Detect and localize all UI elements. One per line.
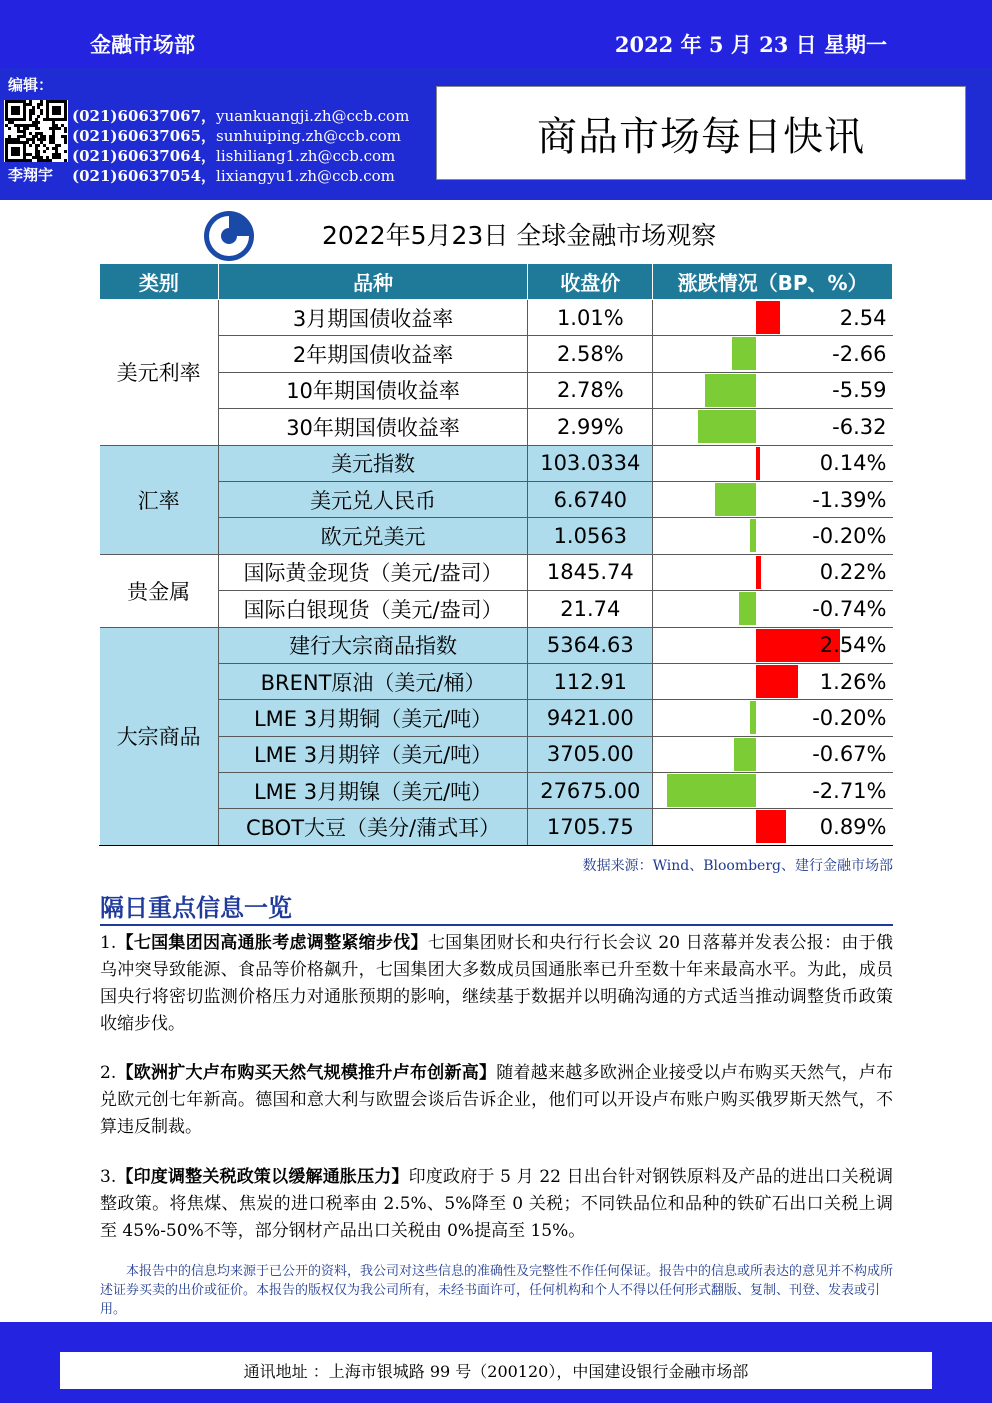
product-cell: CBOT大豆（美分/蒲式耳）	[218, 809, 528, 845]
change-value: 1.26%	[819, 669, 887, 694]
product-cell: 美元兑人民币	[218, 481, 528, 517]
contact-list	[72, 106, 409, 186]
change-cell	[653, 773, 893, 809]
close-price-cell: 2.78%	[528, 372, 653, 408]
category-cell: 美元利率	[100, 300, 219, 446]
change-value: -0.67%	[812, 742, 887, 767]
table-row	[100, 481, 893, 517]
change-bar-up	[756, 665, 798, 698]
table-row	[100, 773, 893, 809]
qr-module	[40, 112, 43, 115]
product-cell: LME 3月期镍（美元/吨）	[218, 773, 528, 809]
department-label: 金融市场部	[90, 32, 195, 57]
close-price-cell: 27675.00	[528, 773, 653, 809]
product-cell: 欧元兑美元	[218, 518, 528, 554]
close-price-cell: 3705.00	[528, 736, 653, 772]
change-cell	[653, 554, 893, 590]
category-cell: 贵金属	[100, 554, 219, 627]
news-body: 随着越来越多欧洲企业接受以卢布购买天然气，卢布兑欧元创七年新高。德国和意大利与欧盟会谈后告诉企业，他们可以开设卢布账户购买俄罗斯天然气，不算违反制裁。	[100, 1063, 894, 1137]
qr-module	[37, 121, 40, 124]
change-value: -2.71%	[812, 778, 887, 803]
product-cell: 国际白银现货（美元/盎司）	[218, 591, 528, 627]
change-bar-down	[732, 337, 756, 370]
change-cell	[653, 300, 893, 336]
disclaimer: 本报告中的信息均来源于已公开的资料，我公司对这些信息的准确性及完整性不作任何保证。报告中的信息或所表达的意见并不构成所述证券买卖的出价或征价。本报告的版权仅为我公司所有，未经书面许可，任何机构和个人不得以任何形式翻版、复制、刊登、发表或引用。	[100, 1264, 894, 1317]
change-value: 0.14%	[819, 451, 887, 476]
report-title-box	[436, 86, 966, 180]
news-item	[100, 1164, 893, 1245]
close-price-cell: 5364.63	[528, 627, 653, 663]
editor-label: 编辑：	[8, 76, 54, 94]
change-bar-down	[750, 701, 757, 734]
product-cell: 建行大宗商品指数	[218, 627, 528, 663]
change-bar-down	[715, 483, 757, 516]
table-row	[100, 409, 893, 445]
change-value: 0.22%	[819, 560, 887, 585]
contact-line: (021)60637067，yuankuangji.zh@ccb.com	[72, 107, 410, 125]
table-row	[100, 700, 893, 736]
contact-line: (021)60637054，lixiangyu1.zh@ccb.com	[72, 167, 395, 185]
footer-box	[60, 1352, 932, 1389]
qr-module	[43, 138, 46, 141]
change-bar-down	[667, 774, 756, 807]
table-row	[100, 663, 893, 699]
change-bar-down	[705, 374, 756, 407]
qr-module	[58, 156, 61, 159]
table-row	[100, 336, 893, 372]
close-price-cell: 112.91	[528, 663, 653, 699]
qr-module	[64, 130, 67, 133]
change-value: -2.66	[832, 342, 887, 367]
qr-module	[49, 159, 52, 162]
market-table	[99, 263, 893, 846]
qr-module	[43, 150, 46, 153]
table-row	[100, 445, 893, 481]
news-section-title: 隔日重点信息一览	[100, 894, 292, 922]
change-bar-up	[756, 447, 760, 480]
contact-line: (021)60637064，lishiliang1.zh@ccb.com	[72, 147, 396, 165]
editor-name: 李翔宇	[8, 166, 54, 184]
table-row	[100, 554, 893, 590]
product-cell: 3月期国债收益率	[218, 300, 528, 336]
change-bar-up	[756, 810, 785, 843]
change-cell	[653, 409, 893, 445]
table-bottom-rule	[99, 845, 893, 846]
close-price-cell: 1.0563	[528, 518, 653, 554]
change-cell	[653, 591, 893, 627]
news-number: 3.	[100, 1167, 117, 1187]
close-price-cell: 1845.74	[528, 554, 653, 590]
close-price-cell: 103.0334	[528, 445, 653, 481]
table-header-row	[100, 264, 893, 300]
close-price-cell: 2.99%	[528, 409, 653, 445]
change-cell	[653, 372, 893, 408]
qr-module	[58, 112, 61, 115]
product-cell: LME 3月期铜（美元/吨）	[218, 700, 528, 736]
qr-module	[58, 127, 61, 130]
news-number: 1.	[100, 933, 117, 953]
qr-module	[40, 103, 43, 106]
product-cell: 国际黄金现货（美元/盎司）	[218, 554, 528, 590]
change-bar-down	[698, 410, 756, 443]
table-row	[100, 627, 893, 663]
product-cell: LME 3月期锌（美元/吨）	[218, 736, 528, 772]
qr-module	[37, 115, 40, 118]
qr-module	[29, 159, 32, 162]
change-bar-down	[739, 592, 756, 625]
change-cell	[653, 627, 893, 663]
qr-module	[17, 153, 20, 156]
qr-module	[64, 141, 67, 144]
change-cell	[653, 445, 893, 481]
qr-module	[64, 159, 67, 162]
change-cell	[653, 700, 893, 736]
news-headline: 【七国集团因高通胀考虑调整紧缩步伐】	[116, 933, 428, 953]
product-cell: 美元指数	[218, 445, 528, 481]
column-header: 收盘价	[528, 264, 653, 300]
qr-module	[46, 147, 49, 150]
change-bar-up	[756, 301, 779, 334]
close-price-cell: 21.74	[528, 591, 653, 627]
news-item	[100, 1060, 893, 1141]
change-cell	[653, 518, 893, 554]
category-cell: 大宗商品	[100, 627, 219, 845]
product-cell: 2年期国债收益率	[218, 336, 528, 372]
table-row	[100, 591, 893, 627]
category-cell: 汇率	[100, 445, 219, 554]
change-cell	[653, 336, 893, 372]
change-value: -6.32	[832, 414, 887, 439]
change-value: 2.54	[839, 305, 887, 330]
news-divider	[100, 924, 893, 926]
table-row	[100, 300, 893, 336]
news-headline: 【印度调整关税政策以缓解通胀压力】	[116, 1167, 409, 1187]
column-header: 品种	[218, 264, 528, 300]
news-body: 印度政府于 5 月 22 日出台针对钢铁原料及产品的进出口关税调整政策。将焦煤、焦炭的进口税率由 2.5%、5%降至 0 关税；不同铁品位和品种的铁矿石出口关税上调至 45%-50%不等，部分钢材产品出口关税由 0%提高至 15%。	[100, 1167, 894, 1241]
change-bar-down	[734, 738, 756, 771]
table-row	[100, 736, 893, 772]
market-title: 2022年5月23日 全球金融市场观察	[322, 221, 717, 250]
email-link[interactable]: sunhuiping.zh@ccb.com	[216, 127, 401, 145]
qr-module	[37, 144, 40, 147]
report-date: 2022 年 5 月 23 日 星期一	[614, 32, 887, 57]
footer-address: 通讯地址 ：上海市银城路 99 号（200120），中国建设银行金融市场部	[243, 1362, 749, 1381]
close-price-cell: 1.01%	[528, 300, 653, 336]
qr-module	[23, 118, 26, 121]
email-link[interactable]: lishiliang1.zh@ccb.com	[216, 147, 396, 165]
table-row	[100, 809, 893, 845]
close-price-cell: 6.6740	[528, 481, 653, 517]
qr-module	[8, 127, 11, 130]
table-row	[100, 518, 893, 554]
qr-module	[26, 127, 29, 130]
change-cell	[653, 809, 893, 845]
qr-module	[29, 144, 32, 147]
news-headline: 【欧洲扩大卢布购买天然气规模推升卢布创新高】	[116, 1063, 497, 1083]
news-number: 2.	[100, 1063, 117, 1083]
change-value: -0.20%	[812, 705, 887, 730]
qr-module	[64, 150, 67, 153]
change-value: -1.39%	[812, 487, 887, 512]
data-source: 数据来源：Wind、Bloomberg、建行金融市场部	[582, 858, 893, 874]
qr-module	[32, 112, 35, 115]
contact-line: (021)60637065，sunhuiping.zh@ccb.com	[72, 127, 401, 145]
change-cell	[653, 663, 893, 699]
product-cell: BRENT原油（美元/桶）	[218, 663, 528, 699]
change-value: -0.74%	[812, 596, 887, 621]
change-bar-up	[756, 556, 761, 589]
column-header: 类别	[100, 264, 219, 300]
qr-code-icon	[4, 100, 68, 162]
change-value: 2.54%	[819, 633, 887, 658]
qr-module	[17, 112, 20, 115]
close-price-cell: 2.58%	[528, 336, 653, 372]
email-link[interactable]: yuankuangji.zh@ccb.com	[216, 107, 410, 125]
qr-module	[37, 127, 40, 130]
product-cell: 30年期国债收益率	[218, 409, 528, 445]
change-value: -5.59	[832, 378, 887, 403]
change-cell	[653, 481, 893, 517]
close-price-cell: 1705.75	[528, 809, 653, 845]
column-header: 涨跌情况（BP、%）	[653, 264, 893, 300]
change-cell	[653, 736, 893, 772]
change-value: -0.20%	[812, 524, 887, 549]
report-title: 商品市场每日快讯	[537, 113, 865, 160]
ccb-logo-icon	[203, 210, 255, 262]
news-item	[100, 930, 893, 1038]
qr-module	[58, 144, 61, 147]
product-cell: 10年期国债收益率	[218, 372, 528, 408]
change-value: 0.89%	[819, 815, 887, 840]
table-row	[100, 372, 893, 408]
qr-module	[64, 118, 67, 121]
news-body: 七国集团财长和央行行长会议 20 日落幕并发表公报：由于俄乌冲突导致能源、食品等价格飙升，七国集团大多数成员国通胀率已升至数十年来最高水平。为此，成员国央行将密切监测价格压力对通胀预期的影响，继续基于数据并以明确沟通的方式适当推动调整货币政策收缩步伐。	[100, 933, 893, 1034]
email-link[interactable]: lixiangyu1.zh@ccb.com	[216, 167, 395, 185]
change-bar-down	[750, 519, 756, 552]
close-price-cell: 9421.00	[528, 700, 653, 736]
